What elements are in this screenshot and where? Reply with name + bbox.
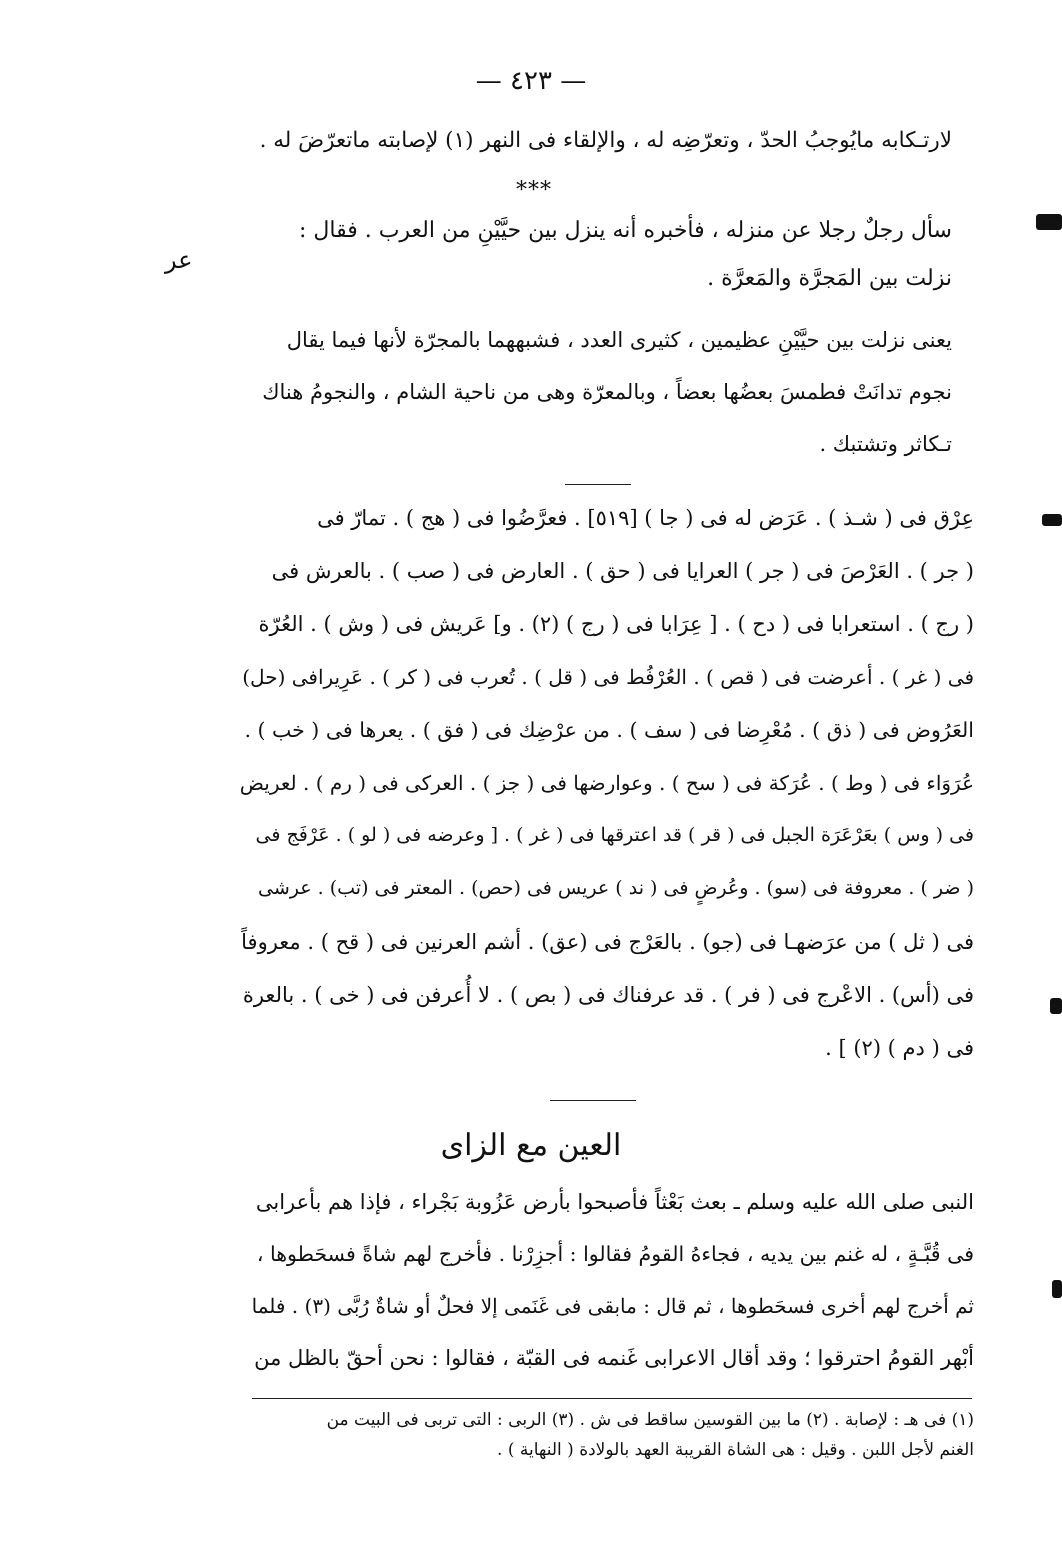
- paragraph-line: سأل رجلٌ رجلا عن منزله ، فأخبره أنه ينزل بين حيَّيْنِ من العرب . فقال :: [298, 218, 952, 243]
- cross-ref-line: فى ( وس ) بعَرْعَرَة الجبل فى ( قر ) قد اعترقها فى ( غر ) . [ وعرضه فى ( لو ) . عَرْفَج فى: [255, 824, 974, 846]
- scan-edge-mark: [1052, 1280, 1062, 1298]
- cross-ref-line: فى (أس) . الاعْرج فى ( فر ) . قد عرفناك فى ( بص ) . لا أُعرفن فى ( خى ) . بالعرة: [242, 983, 974, 1007]
- paragraph-2: [242, 328, 952, 468]
- cross-ref-line: عِرْق فى ( شـذ ) . عَرَض له فى ( جا ) [٥١٩] . فعرَّضُوا فى ( هج ) . تمارّ فى: [317, 506, 974, 530]
- cross-ref-line: فى ( غر ) . أعرضت فى ( قص ) . العُرْفُط فى ( قل ) . تُعرب فى ( كر ) . عَرِيرافى (حل): [242, 665, 974, 689]
- paragraph-line: نجوم تدانَتْ فطمسَ بعضُها بعضاً ، وبالمعرّة وهى من ناحية الشام ، والنجومُ هناك: [262, 380, 952, 404]
- cross-ref-line: العَرُوض فى ( ذق ) . مُعْرِضا فى ( سف ) . من عرْضِك فى ( فق ) . يعرها فى ( خب ) .: [244, 718, 974, 742]
- paragraph-line: يعنى نزلت بين حيَّيْنِ عظيمين ، كثيرى العدد ، فشبههما بالمجرّة لأنها فيما يقال: [286, 328, 952, 352]
- cross-ref-line: ( ضر ) . معروفة فى (سو) . وعُرضٍ فى ( ند ) عريس فى (حص) . المعتر فى (تب) . عرشى: [258, 877, 974, 899]
- paragraph-1: [242, 218, 952, 308]
- separator-stars: ***: [516, 178, 552, 203]
- paragraph-line: تـكاثر وتشتبك .: [819, 432, 952, 456]
- cross-ref-line: فى ( دم ) (٢) ] .: [825, 1036, 974, 1060]
- footnote-divider: [252, 1398, 972, 1399]
- paragraph-line: ثم أخرج لهم أخرى فسحَطوها ، ثم قال : مابقى فى غَنَمى إلا فحلٌ أو شاةٌ رُبَّى (٣) . فلما: [251, 1294, 974, 1318]
- paragraph-line: أبْهر القومُ احترقوا ؛ وقد أقال الاعرابى غَنمه فى القبّة ، فقالوا : نحن أحقّ بالظل من: [254, 1346, 974, 1370]
- cross-ref-line: ( جر ) . العَرْصَ فى ( جر ) العرايا فى ( حق ) . العارض فى ( صب ) . بالعرش فى: [271, 559, 974, 583]
- footnote-line: الغنم لأجل اللبن . وقيل : هى الشاة القريبة العهد بالولادة ( النهاية ) .: [497, 1440, 974, 1460]
- paragraph-3: [240, 1190, 974, 1400]
- paragraph-line: نزلت بين المَجرَّة والمَعرَّة .: [707, 266, 952, 291]
- section-divider: [565, 484, 631, 485]
- section-heading: العين مع الزاى: [440, 1128, 622, 1163]
- page-number: — ٤٢٣ —: [475, 66, 587, 96]
- cross-references: [240, 506, 974, 1096]
- footnote-line: (١) فى هـ : لإصابة . (٢) ما بين القوسين ساقط فى ش . (٣) الربى : التى تربى فى البيت من: [326, 1410, 974, 1430]
- cross-ref-line: فى ( ثل ) من عرَضهـا فى (جو) . بالعَرْج فى (عق) . أشم العرنين فى ( قح ) . معروفاً: [241, 930, 974, 954]
- scan-edge-mark: [1042, 514, 1062, 526]
- margin-note: عر: [165, 246, 193, 274]
- paragraph-line: فى قُبَّـةٍ ، له غنم بين يديه ، فجاءهُ القومُ فقالوا : أجزِرْنا . فأخرج لهم شاةً فسحَطوها ،: [256, 1242, 974, 1266]
- cross-ref-line: ( رج ) . استعرابا فى ( دح ) . [ عِرَابا فى ( رج ) (٢) . و] عَريش فى ( وش ) . العُرّة: [258, 612, 974, 636]
- cross-ref-line: عُرَوَاء فى ( وط ) . عُرَكة فى ( سح ) . وعوارضها فى ( جز ) . العركى فى ( رم ) . لعريض: [239, 771, 974, 795]
- scan-edge-mark: [1036, 214, 1062, 230]
- paragraph-line: النبى صلى الله عليه وسلم ـ بعث بَعْثاً فأصبحوا بأرض عَزُوبة بَجْراء ، فإذا هم بأعرابى: [255, 1190, 974, 1214]
- intro-line: لارتـكابه مايُوجبُ الحدّ ، وتعرّضِه له ، والإلقاء فى النهر (١) لإصابته ماتعرّضَ له .: [259, 128, 952, 153]
- intro-block: [252, 128, 952, 168]
- footnotes: [234, 1410, 974, 1480]
- section-divider: [550, 1100, 636, 1101]
- scan-edge-mark: [1050, 998, 1062, 1014]
